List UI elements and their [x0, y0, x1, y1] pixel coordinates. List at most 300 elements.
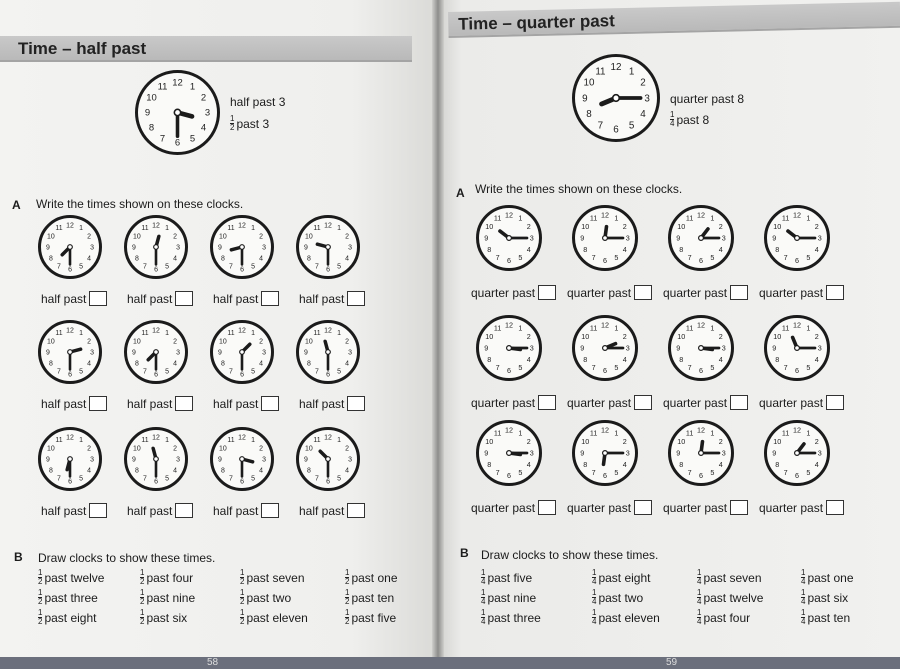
answer-box[interactable] [347, 503, 365, 518]
time-to-draw-item [140, 609, 187, 626]
clock-face [479, 208, 539, 268]
fraction: $\frac{1}{2}$ [38, 608, 43, 626]
clock-numeral: 11 [493, 428, 502, 438]
clock-answer-caption [299, 396, 365, 411]
clock-numeral: 1 [79, 225, 83, 233]
clock-numeral: 8 [134, 255, 139, 263]
clock-numeral: 10 [773, 222, 782, 231]
clock-face [213, 323, 271, 381]
clock-numeral: 8 [679, 354, 684, 364]
clock-center [68, 457, 73, 462]
clock-numeral: 10 [47, 445, 55, 453]
clock-numeral: 8 [220, 360, 225, 368]
clock-numeral: 2 [622, 332, 627, 341]
clock-center [68, 245, 73, 250]
fraction: $\frac{1}{2}$ [345, 588, 350, 606]
clock-center [507, 451, 512, 456]
clock-numeral: 8 [48, 360, 53, 368]
item-text: past eleven [246, 610, 308, 625]
clock-numeral: 5 [806, 363, 811, 373]
clock-center [326, 245, 331, 250]
left-example-label-2 [230, 115, 269, 132]
right-example-clock [572, 54, 660, 142]
clock-numeral: 5 [614, 253, 619, 263]
clock-numeral: 10 [133, 445, 141, 453]
clock-numeral: 9 [484, 233, 489, 243]
clock-numeral: 5 [518, 468, 523, 478]
item-text: past seven [703, 570, 762, 585]
clock-center [603, 451, 608, 456]
clock-numeral: 11 [55, 330, 63, 338]
clock-numeral: 8 [134, 360, 139, 368]
item-text: past two [598, 590, 644, 605]
fraction: $\frac{1}{4}$ [801, 608, 806, 626]
answer-box[interactable] [634, 285, 652, 300]
item-text: past four [703, 610, 751, 625]
right-section-b-instruction: Draw clocks to show these times. [481, 548, 659, 562]
clock-numeral: 8 [775, 459, 780, 469]
caption-text: quarter past [567, 395, 632, 410]
clock-numeral: 9 [772, 448, 777, 458]
clock-numeral: 11 [781, 323, 790, 333]
clock-numeral: 1 [518, 213, 523, 223]
clock-numeral: 1 [251, 330, 255, 338]
clock-answer-caption [213, 503, 279, 518]
clock-face [127, 323, 185, 381]
clock-numeral: 11 [141, 330, 149, 338]
time-to-draw-item [697, 609, 750, 626]
caption-text: quarter past [663, 285, 728, 300]
clock-numeral: 5 [614, 468, 619, 478]
clock-numeral: 4 [345, 360, 350, 368]
clock-numeral: 7 [597, 120, 604, 132]
exercise-clock [764, 205, 830, 271]
clock-center [699, 346, 704, 351]
clock-numeral: 11 [157, 81, 168, 93]
clock-numeral: 5 [165, 475, 169, 483]
clock-center [699, 451, 704, 456]
answer-box[interactable] [175, 503, 193, 518]
answer-box[interactable] [634, 395, 652, 410]
item-text: past five [351, 610, 397, 625]
clock-numeral: 9 [218, 244, 222, 252]
clock-numeral: 4 [259, 360, 264, 368]
clock-answer-caption [213, 396, 279, 411]
fraction: $\frac{1}{2}$ [38, 588, 43, 606]
answer-box[interactable] [347, 396, 365, 411]
right-page-number: 59 [666, 657, 678, 668]
answer-box[interactable] [175, 291, 193, 306]
clock-center [154, 245, 159, 250]
clock-answer-caption [213, 291, 279, 306]
clock-numeral: 4 [622, 244, 627, 254]
caption-text: half past [299, 291, 345, 306]
clock-numeral: 8 [487, 354, 492, 364]
answer-box[interactable] [826, 395, 844, 410]
exercise-clock [210, 215, 274, 279]
item-text: past eight [598, 570, 651, 585]
caption-text: half past [213, 396, 259, 411]
clock-numeral: 3 [90, 244, 94, 252]
time-to-draw-item [481, 609, 541, 626]
clock-numeral: 5 [710, 468, 715, 478]
clock-numeral: 8 [487, 244, 492, 254]
clock-numeral: 1 [710, 428, 715, 438]
clock-numeral: 3 [529, 343, 534, 353]
clock-answer-caption [41, 503, 107, 518]
right-example-label-2-text: past 8 [676, 112, 710, 127]
clock-numeral: 2 [87, 338, 92, 346]
clock-numeral: 2 [259, 233, 264, 241]
clock-answer-caption [41, 291, 107, 306]
fraction: $\frac{1}{4}$ [697, 608, 702, 626]
clock-numeral: 7 [57, 475, 61, 483]
clock-numeral: 3 [817, 343, 822, 353]
clock-center [68, 350, 73, 355]
clock-numeral: 3 [721, 343, 726, 353]
answer-box[interactable] [730, 395, 748, 410]
clock-numeral: 5 [189, 133, 196, 145]
clock-numeral: 4 [526, 354, 531, 364]
fraction: $\frac{1}{4}$ [697, 588, 702, 606]
clock-numeral: 12 [793, 210, 801, 220]
caption-text: half past [213, 503, 259, 518]
left-example-clock [135, 70, 220, 155]
left-section-b-letter: B [14, 550, 23, 564]
clock-numeral: 8 [220, 255, 225, 263]
clock-numeral: 11 [141, 225, 149, 233]
clock-answer-caption [127, 396, 193, 411]
caption-text: half past [41, 291, 87, 306]
time-to-draw-item [592, 609, 660, 626]
clock-numeral: 6 [507, 256, 511, 266]
clock-numeral: 4 [718, 354, 723, 364]
clock-numeral: 10 [583, 77, 595, 89]
right-section-a-instruction: Write the times shown on these clocks. [475, 182, 683, 196]
exercise-clock [668, 315, 734, 381]
caption-text: quarter past [663, 395, 728, 410]
clock-numeral: 8 [583, 244, 588, 254]
clock-numeral: 2 [622, 437, 627, 446]
clock-numeral: 2 [87, 445, 92, 453]
clock-numeral: 9 [580, 233, 585, 243]
clock-numeral: 12 [697, 425, 705, 435]
clock-numeral: 8 [487, 459, 492, 469]
fraction: $\frac{1}{4}$ [670, 110, 675, 128]
item-text: past twelve [703, 590, 764, 605]
clock-face [138, 73, 217, 152]
clock-numeral: 3 [262, 456, 266, 464]
caption-text: quarter past [759, 500, 824, 515]
clock-numeral: 7 [57, 368, 61, 376]
caption-text: half past [41, 503, 87, 518]
time-to-draw-item [801, 569, 854, 586]
clock-numeral: 11 [595, 66, 606, 78]
clock-numeral: 1 [614, 213, 619, 223]
clock-numeral: 3 [721, 448, 726, 458]
clock-numeral: 3 [176, 244, 180, 252]
clock-numeral: 8 [306, 467, 311, 475]
clock-numeral: 3 [817, 448, 822, 458]
clock-numeral: 9 [132, 244, 136, 252]
clock-face [127, 430, 185, 488]
clock-numeral: 1 [251, 225, 255, 233]
clock-numeral: 3 [262, 349, 266, 357]
answer-box[interactable] [347, 291, 365, 306]
clock-numeral: 10 [773, 437, 782, 446]
fraction: $\frac{1}{2}$ [140, 608, 145, 626]
fraction: $\frac{1}{4}$ [801, 568, 806, 586]
clock-numeral: 4 [87, 467, 92, 475]
clock-face [479, 423, 539, 483]
clock-numeral: 2 [345, 233, 350, 241]
clock-numeral: 10 [47, 338, 55, 346]
clock-numeral: 10 [219, 233, 227, 241]
clock-numeral: 12 [697, 320, 705, 330]
clock-face [41, 323, 99, 381]
exercise-clock [476, 205, 542, 271]
clock-numeral: 1 [518, 323, 523, 333]
clock-numeral: 1 [337, 330, 341, 338]
clock-numeral: 7 [143, 475, 147, 483]
fraction: $\frac{1}{2}$ [240, 608, 245, 626]
time-to-draw-item [140, 589, 195, 606]
clock-numeral: 1 [165, 437, 169, 445]
clock-numeral: 3 [625, 233, 630, 243]
clock-numeral: 10 [47, 233, 55, 241]
clock-numeral: 3 [262, 244, 266, 252]
clock-numeral: 10 [677, 222, 686, 231]
clock-numeral: 9 [580, 343, 585, 353]
clock-numeral: 3 [348, 244, 352, 252]
clock-numeral: 11 [227, 330, 235, 338]
clock-numeral: 5 [710, 253, 715, 263]
clock-numeral: 4 [173, 467, 178, 475]
clock-numeral: 2 [345, 338, 350, 346]
clock-numeral: 2 [345, 445, 350, 453]
clock-numeral: 6 [507, 366, 511, 376]
clock-numeral: 11 [55, 437, 63, 445]
clock-numeral: 5 [518, 363, 523, 373]
clock-face [299, 430, 357, 488]
fraction: $\frac{1}{2}$ [240, 588, 245, 606]
fraction: $\frac{1}{4}$ [592, 608, 597, 626]
clock-numeral: 4 [345, 255, 350, 263]
clock-answer-caption [299, 291, 365, 306]
clock-numeral: 1 [79, 437, 83, 445]
clock-numeral: 4 [173, 255, 178, 263]
clock-numeral: 7 [143, 368, 147, 376]
clock-face [575, 318, 635, 378]
clock-numeral: 2 [814, 222, 819, 231]
clock-numeral: 10 [305, 233, 313, 241]
answer-box[interactable] [175, 396, 193, 411]
clock-numeral: 10 [773, 332, 782, 341]
clock-face [299, 218, 357, 276]
clock-numeral: 8 [583, 354, 588, 364]
clock-face [767, 208, 827, 268]
clock-numeral: 12 [66, 434, 74, 442]
time-to-draw-item [240, 609, 308, 626]
answer-box[interactable] [730, 500, 748, 515]
clock-numeral: 1 [189, 81, 196, 93]
clock-numeral: 4 [87, 360, 92, 368]
answer-box[interactable] [538, 285, 556, 300]
clock-numeral: 12 [324, 434, 332, 442]
caption-text: half past [299, 503, 345, 518]
clock-numeral: 11 [685, 428, 694, 438]
clock-numeral: 6 [154, 371, 158, 379]
clock-numeral: 12 [601, 320, 609, 330]
clock-numeral: 10 [133, 338, 141, 346]
answer-box[interactable] [730, 285, 748, 300]
answer-box[interactable] [89, 503, 107, 518]
answer-box[interactable] [634, 500, 652, 515]
clock-numeral: 4 [622, 354, 627, 364]
caption-text: half past [41, 396, 87, 411]
clock-numeral: 6 [795, 366, 799, 376]
clock-numeral: 10 [677, 437, 686, 446]
answer-box[interactable] [538, 500, 556, 515]
time-to-draw-item [697, 589, 763, 606]
book-spine [432, 0, 444, 669]
exercise-clock [210, 320, 274, 384]
clock-numeral: 7 [687, 468, 692, 478]
answer-box[interactable] [261, 396, 279, 411]
exercise-clock [124, 320, 188, 384]
clock-numeral: 11 [227, 437, 235, 445]
answer-box[interactable] [261, 503, 279, 518]
clock-numeral: 3 [204, 107, 211, 119]
right-title-band [448, 2, 900, 38]
clock-numeral: 10 [485, 222, 494, 231]
answer-box[interactable] [89, 396, 107, 411]
clock-numeral: 10 [146, 92, 157, 104]
clock-center [507, 346, 512, 351]
item-text: past twelve [44, 570, 105, 585]
clock-numeral: 9 [676, 343, 681, 353]
clock-numeral: 3 [90, 456, 94, 464]
clock-numeral: 2 [814, 332, 819, 341]
clock-face [575, 423, 635, 483]
clock-numeral: 5 [79, 263, 83, 271]
answer-box[interactable] [826, 500, 844, 515]
clock-numeral: 10 [581, 332, 590, 341]
clock-face [299, 323, 357, 381]
clock-answer-caption [127, 291, 193, 306]
clock-numeral: 8 [148, 122, 155, 134]
item-text: past ten [351, 590, 395, 605]
clock-numeral: 11 [781, 428, 790, 438]
exercise-clock [476, 315, 542, 381]
clock-numeral: 9 [676, 448, 681, 458]
clock-numeral: 7 [143, 263, 147, 271]
clock-numeral: 1 [251, 437, 255, 445]
clock-numeral: 4 [718, 459, 723, 469]
item-text: past four [146, 570, 194, 585]
answer-box[interactable] [89, 291, 107, 306]
caption-text: half past [127, 291, 173, 306]
clock-numeral: 4 [259, 467, 264, 475]
clock-numeral: 9 [484, 448, 489, 458]
exercise-clock [476, 420, 542, 486]
clock-numeral: 8 [48, 255, 53, 263]
time-to-draw-item [38, 589, 98, 606]
clock-numeral: 6 [699, 471, 703, 481]
caption-text: quarter past [471, 395, 536, 410]
item-text: past five [487, 570, 533, 585]
clock-numeral: 4 [622, 459, 627, 469]
clock-numeral: 11 [313, 225, 321, 233]
fraction: $\frac{1}{4}$ [592, 588, 597, 606]
time-to-draw-item [481, 589, 536, 606]
exercise-clock [38, 215, 102, 279]
clock-numeral: 12 [601, 210, 609, 220]
clock-numeral: 9 [132, 456, 136, 464]
clock-answer-caption [41, 396, 107, 411]
caption-text: half past [127, 396, 173, 411]
clock-numeral: 12 [238, 327, 246, 335]
clock-answer-caption [663, 285, 748, 300]
clock-numeral: 8 [306, 255, 311, 263]
item-text: past one [351, 570, 398, 585]
clock-numeral: 9 [772, 233, 777, 243]
answer-box[interactable] [538, 395, 556, 410]
clock-numeral: 12 [697, 210, 705, 220]
clock-numeral: 7 [495, 468, 500, 478]
left-page-number: 58 [207, 657, 219, 668]
clock-answer-caption [127, 503, 193, 518]
clock-numeral: 8 [220, 467, 225, 475]
time-to-draw-item [38, 609, 97, 626]
clock-numeral: 9 [580, 448, 585, 458]
clock-center [795, 346, 800, 351]
clock-numeral: 12 [66, 222, 74, 230]
clock-numeral: 2 [718, 222, 723, 231]
clock-numeral: 5 [251, 263, 255, 271]
exercise-clock [296, 427, 360, 491]
clock-numeral: 2 [87, 233, 92, 241]
fraction: $\frac{1}{4}$ [481, 608, 486, 626]
clock-numeral: 8 [306, 360, 311, 368]
fraction: $\frac{1}{4}$ [801, 588, 806, 606]
clock-face [127, 218, 185, 276]
clock-numeral: 10 [219, 338, 227, 346]
clock-numeral: 9 [144, 107, 151, 119]
fraction: $\frac{1}{2}$ [140, 568, 145, 586]
clock-numeral: 9 [772, 343, 777, 353]
clock-numeral: 10 [485, 332, 494, 341]
item-text: past eleven [598, 610, 660, 625]
clock-numeral: 6 [240, 371, 244, 379]
clock-numeral: 6 [68, 371, 72, 379]
clock-numeral: 12 [793, 425, 801, 435]
clock-answer-caption [663, 395, 748, 410]
table-edge [0, 657, 900, 669]
fraction: $\frac{1}{4}$ [481, 588, 486, 606]
item-text: past eight [44, 610, 97, 625]
clock-numeral: 9 [582, 93, 588, 105]
answer-box[interactable] [261, 291, 279, 306]
clock-numeral: 9 [304, 456, 308, 464]
answer-box[interactable] [826, 285, 844, 300]
clock-center [174, 109, 180, 115]
clock-numeral: 9 [304, 349, 308, 357]
time-to-draw-item [592, 589, 643, 606]
clock-numeral: 2 [640, 77, 646, 89]
clock-numeral: 9 [218, 456, 222, 464]
fraction: $\frac{1}{2}$ [345, 568, 350, 586]
